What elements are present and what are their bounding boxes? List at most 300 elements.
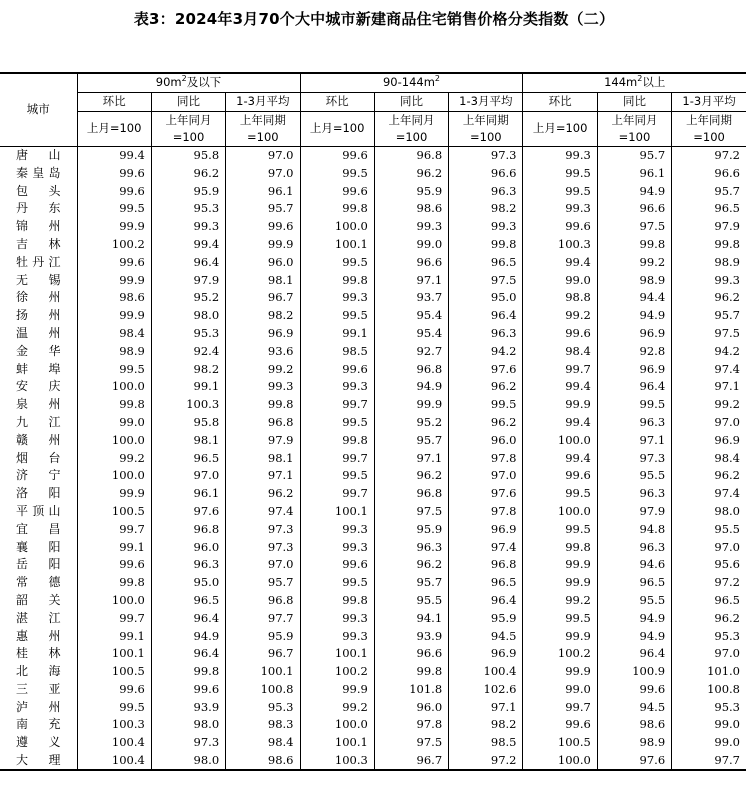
sub-header-cell: 1-3月平均 [226, 92, 300, 111]
index-value-cell: 99.8 [300, 271, 374, 289]
index-value-cell: 99.1 [300, 325, 374, 343]
index-value-cell: 97.1 [449, 698, 523, 716]
city-name-cell: 包头 [16, 183, 61, 198]
index-value-cell: 96.4 [151, 609, 225, 627]
table-row [0, 307, 746, 325]
index-value-cell: 99.3 [672, 271, 746, 289]
index-value-cell: 95.7 [672, 307, 746, 325]
table-row [0, 574, 746, 592]
index-value-cell: 99.0 [77, 414, 151, 432]
index-value-cell: 99.5 [523, 485, 597, 503]
index-value-cell: 96.8 [449, 556, 523, 574]
sub-header-cell: 同比 [151, 92, 225, 111]
city-name-cell: 金华 [16, 343, 61, 358]
index-value-cell: 99.5 [300, 414, 374, 432]
index-value-cell: 99.4 [523, 414, 597, 432]
index-value-cell: 95.4 [374, 325, 448, 343]
index-value-cell: 96.8 [374, 360, 448, 378]
index-value-cell: 99.3 [300, 627, 374, 645]
index-value-cell: 100.5 [77, 663, 151, 681]
index-value-cell: 97.3 [151, 734, 225, 752]
index-value-cell: 93.7 [374, 289, 448, 307]
base-header-cell: 上年同期=100 [226, 111, 300, 146]
index-value-cell: 94.9 [374, 378, 448, 396]
index-value-cell: 99.9 [77, 271, 151, 289]
index-value-cell: 98.1 [226, 449, 300, 467]
index-value-cell: 97.2 [672, 146, 746, 164]
index-value-cell: 97.4 [226, 503, 300, 521]
index-value-cell: 99.6 [523, 467, 597, 485]
index-value-cell: 99.6 [523, 325, 597, 343]
index-value-cell: 93.9 [151, 698, 225, 716]
index-value-cell: 97.8 [449, 449, 523, 467]
table-row [0, 503, 746, 521]
city-name-cell: 丹东 [16, 201, 61, 216]
index-value-cell: 96.2 [449, 414, 523, 432]
index-value-cell: 96.0 [374, 698, 448, 716]
index-value-cell: 100.0 [77, 378, 151, 396]
index-value-cell: 94.5 [449, 627, 523, 645]
index-value-cell: 99.7 [300, 396, 374, 414]
index-value-cell: 95.6 [672, 556, 746, 574]
index-value-cell: 92.7 [374, 342, 448, 360]
city-name-cell: 锦州 [16, 219, 61, 234]
index-value-cell: 100.1 [300, 236, 374, 254]
base-header-cell: 上年同月=100 [374, 111, 448, 146]
index-value-cell: 100.1 [77, 645, 151, 663]
index-value-cell: 99.5 [77, 200, 151, 218]
city-name-cell: 岳阳 [16, 557, 61, 572]
index-value-cell: 100.1 [226, 663, 300, 681]
index-value-cell: 100.4 [77, 734, 151, 752]
index-value-cell: 93.6 [226, 342, 300, 360]
index-value-cell: 94.2 [449, 342, 523, 360]
index-value-cell: 97.7 [226, 609, 300, 627]
sub-header-cell: 环比 [300, 92, 374, 111]
index-value-cell: 101.8 [374, 681, 448, 699]
sub-header-cell: 环比 [523, 92, 597, 111]
index-value-cell: 98.2 [449, 716, 523, 734]
city-name-cell: 湛江 [16, 610, 61, 625]
index-value-cell: 95.9 [226, 627, 300, 645]
index-value-cell: 100.0 [77, 431, 151, 449]
index-value-cell: 101.0 [672, 663, 746, 681]
index-value-cell: 95.7 [597, 146, 671, 164]
table-row [0, 716, 746, 734]
table-title: 表3：2024年3月70个大中城市新建商品住宅销售价格分类指数（二） [133, 10, 615, 28]
table-row [0, 520, 746, 538]
city-name-cell: 宜昌 [16, 521, 61, 536]
index-value-cell: 99.8 [374, 663, 448, 681]
table-row [0, 538, 746, 556]
index-value-cell: 96.0 [151, 538, 225, 556]
index-value-cell: 98.4 [672, 449, 746, 467]
city-name-cell: 洛阳 [16, 486, 61, 501]
index-value-cell: 99.1 [77, 627, 151, 645]
index-value-cell: 99.9 [226, 236, 300, 254]
index-value-cell: 97.0 [449, 467, 523, 485]
index-value-cell: 99.5 [523, 609, 597, 627]
table-row [0, 467, 746, 485]
index-value-cell: 99.8 [300, 200, 374, 218]
index-value-cell: 97.5 [374, 734, 448, 752]
index-value-cell: 99.6 [300, 146, 374, 164]
index-value-cell: 99.5 [300, 307, 374, 325]
table-row [0, 681, 746, 699]
index-value-cell: 100.0 [523, 752, 597, 771]
table-row [0, 378, 746, 396]
index-value-cell: 98.9 [77, 342, 151, 360]
index-value-cell: 95.3 [151, 325, 225, 343]
index-value-cell: 92.4 [151, 342, 225, 360]
index-value-cell: 95.9 [449, 609, 523, 627]
index-value-cell: 99.6 [300, 360, 374, 378]
city-name-cell: 烟台 [16, 450, 61, 465]
index-value-cell: 95.5 [597, 592, 671, 610]
index-value-cell: 96.5 [449, 253, 523, 271]
index-value-cell: 96.6 [374, 253, 448, 271]
index-value-cell: 95.5 [672, 520, 746, 538]
city-name-cell: 牡丹江 [16, 254, 61, 269]
index-value-cell: 96.5 [151, 449, 225, 467]
sub-header-cell: 环比 [77, 92, 151, 111]
index-value-cell: 99.4 [523, 378, 597, 396]
index-value-cell: 96.9 [672, 431, 746, 449]
index-value-cell: 97.0 [672, 645, 746, 663]
index-value-cell: 99.3 [300, 520, 374, 538]
index-value-cell: 99.9 [374, 396, 448, 414]
index-value-cell: 96.9 [597, 360, 671, 378]
index-value-cell: 99.5 [523, 182, 597, 200]
index-value-cell: 99.6 [77, 253, 151, 271]
group-header-small: $90m^2$及以下 [77, 73, 300, 92]
index-value-cell: 99.8 [226, 396, 300, 414]
index-value-cell: 99.9 [77, 218, 151, 236]
index-value-cell: 97.2 [449, 752, 523, 771]
base-header-cell: 上年同期=100 [449, 111, 523, 146]
city-name-cell: 无锡 [16, 272, 61, 287]
table-row [0, 253, 746, 271]
index-value-cell: 97.5 [449, 271, 523, 289]
index-value-cell: 97.9 [151, 271, 225, 289]
base-header-cell: 上月=100 [300, 111, 374, 146]
index-value-cell: 96.1 [151, 485, 225, 503]
table-row [0, 218, 746, 236]
index-value-cell: 99.3 [523, 146, 597, 164]
index-value-cell: 100.2 [300, 663, 374, 681]
index-value-cell: 97.4 [672, 485, 746, 503]
index-value-cell: 99.3 [300, 538, 374, 556]
index-value-cell: 98.0 [151, 307, 225, 325]
index-value-cell: 94.9 [597, 307, 671, 325]
index-value-cell: 99.4 [523, 449, 597, 467]
index-value-cell: 99.2 [77, 449, 151, 467]
index-value-cell: 99.2 [523, 307, 597, 325]
index-value-cell: 99.7 [523, 698, 597, 716]
group-header-medium: $90-144m^2$ [300, 73, 523, 92]
city-name-cell: 蚌埠 [16, 361, 61, 376]
index-value-cell: 98.3 [226, 716, 300, 734]
price-index-table [0, 72, 746, 771]
index-value-cell: 95.8 [151, 146, 225, 164]
index-value-cell: 99.8 [523, 538, 597, 556]
index-value-cell: 99.8 [77, 396, 151, 414]
base-header-cell: 上年同月=100 [597, 111, 671, 146]
index-value-cell: 96.2 [374, 467, 448, 485]
index-value-cell: 96.8 [374, 485, 448, 503]
index-value-cell: 99.6 [523, 218, 597, 236]
index-value-cell: 99.1 [77, 538, 151, 556]
index-value-cell: 94.5 [597, 698, 671, 716]
index-value-cell: 95.2 [374, 414, 448, 432]
index-value-cell: 95.7 [672, 182, 746, 200]
index-value-cell: 96.6 [672, 164, 746, 182]
index-value-cell: 96.7 [226, 645, 300, 663]
index-value-cell: 99.7 [77, 520, 151, 538]
index-value-cell: 97.2 [672, 574, 746, 592]
index-value-cell: 99.3 [226, 378, 300, 396]
index-value-cell: 97.8 [449, 503, 523, 521]
index-value-cell: 98.4 [523, 342, 597, 360]
index-value-cell: 100.2 [77, 236, 151, 254]
index-value-cell: 99.5 [77, 698, 151, 716]
table-row [0, 645, 746, 663]
table-row [0, 609, 746, 627]
index-value-cell: 99.2 [300, 698, 374, 716]
index-value-cell: 100.9 [597, 663, 671, 681]
index-value-cell: 100.3 [300, 752, 374, 771]
index-value-cell: 99.9 [523, 627, 597, 645]
table-row [0, 289, 746, 307]
index-value-cell: 96.4 [597, 378, 671, 396]
table-body [0, 146, 746, 770]
city-name-cell: 襄阳 [16, 539, 61, 554]
index-value-cell: 99.5 [523, 164, 597, 182]
city-name-cell: 扬州 [16, 308, 61, 323]
index-value-cell: 98.0 [672, 503, 746, 521]
index-value-cell: 96.2 [374, 556, 448, 574]
index-value-cell: 99.3 [151, 218, 225, 236]
index-value-cell: 100.1 [300, 645, 374, 663]
index-value-cell: 94.9 [151, 627, 225, 645]
table-row [0, 396, 746, 414]
index-value-cell: 96.8 [151, 520, 225, 538]
table-header [0, 73, 746, 146]
city-name-cell: 泸州 [16, 699, 61, 714]
index-value-cell: 96.2 [151, 164, 225, 182]
index-value-cell: 96.4 [449, 307, 523, 325]
table-row [0, 734, 746, 752]
city-name-cell: 北海 [16, 664, 61, 679]
index-value-cell: 94.1 [374, 609, 448, 627]
index-value-cell: 97.0 [226, 146, 300, 164]
city-column-header: 城市 [0, 73, 77, 146]
index-value-cell: 98.9 [597, 271, 671, 289]
index-value-cell: 97.6 [597, 752, 671, 771]
index-value-cell: 98.2 [449, 200, 523, 218]
index-value-cell: 95.9 [374, 520, 448, 538]
index-value-cell: 99.9 [77, 307, 151, 325]
index-value-cell: 99.7 [300, 485, 374, 503]
index-value-cell: 99.7 [77, 609, 151, 627]
index-value-cell: 100.5 [523, 734, 597, 752]
index-value-cell: 98.9 [672, 253, 746, 271]
index-value-cell: 98.2 [226, 307, 300, 325]
index-value-cell: 97.5 [597, 218, 671, 236]
index-value-cell: 100.3 [77, 716, 151, 734]
index-value-cell: 94.6 [597, 556, 671, 574]
base-header-row [0, 111, 746, 146]
city-name-cell: 韶关 [16, 592, 61, 607]
index-value-cell: 99.5 [523, 520, 597, 538]
index-value-cell: 96.2 [672, 467, 746, 485]
index-value-cell: 100.4 [449, 663, 523, 681]
index-value-cell: 99.8 [300, 431, 374, 449]
index-value-cell: 97.3 [226, 520, 300, 538]
table-row [0, 663, 746, 681]
sub-header-cell: 1-3月平均 [449, 92, 523, 111]
index-value-cell: 97.1 [374, 271, 448, 289]
index-value-cell: 96.5 [449, 574, 523, 592]
index-value-cell: 96.2 [672, 289, 746, 307]
index-value-cell: 97.1 [672, 378, 746, 396]
index-value-cell: 99.1 [151, 378, 225, 396]
index-value-cell: 96.6 [597, 200, 671, 218]
index-value-cell: 97.1 [226, 467, 300, 485]
table-row [0, 431, 746, 449]
index-value-cell: 99.8 [151, 663, 225, 681]
table-row [0, 752, 746, 771]
index-value-cell: 96.8 [374, 146, 448, 164]
index-value-cell: 96.4 [449, 592, 523, 610]
index-value-cell: 96.7 [226, 289, 300, 307]
index-value-cell: 96.1 [226, 182, 300, 200]
index-value-cell: 99.5 [300, 164, 374, 182]
index-value-cell: 94.9 [597, 182, 671, 200]
sub-header-row [0, 92, 746, 111]
index-value-cell: 99.6 [226, 218, 300, 236]
index-value-cell: 97.3 [226, 538, 300, 556]
index-value-cell: 96.4 [597, 645, 671, 663]
index-value-cell: 95.9 [151, 182, 225, 200]
city-name-cell: 三亚 [16, 681, 61, 696]
sub-header-cell: 1-3月平均 [672, 92, 746, 111]
city-name-cell: 大理 [0, 752, 77, 771]
index-value-cell: 97.6 [449, 485, 523, 503]
index-value-cell: 100.3 [151, 396, 225, 414]
index-value-cell: 99.6 [77, 164, 151, 182]
index-value-cell: 98.6 [77, 289, 151, 307]
city-name-cell: 唐山 [16, 147, 61, 162]
index-value-cell: 96.9 [226, 325, 300, 343]
index-value-cell: 97.5 [374, 503, 448, 521]
index-value-cell: 99.0 [523, 271, 597, 289]
index-value-cell: 99.4 [77, 146, 151, 164]
city-name-cell: 济宁 [16, 468, 61, 483]
index-value-cell: 96.7 [374, 752, 448, 771]
table-row [0, 627, 746, 645]
index-value-cell: 95.4 [374, 307, 448, 325]
index-value-cell: 98.0 [151, 716, 225, 734]
index-value-cell: 97.4 [449, 538, 523, 556]
index-value-cell: 100.0 [300, 218, 374, 236]
index-value-cell: 100.4 [77, 752, 151, 771]
index-value-cell: 96.2 [449, 378, 523, 396]
index-value-cell: 99.9 [523, 396, 597, 414]
index-value-cell: 100.2 [523, 645, 597, 663]
index-value-cell: 97.9 [597, 503, 671, 521]
index-value-cell: 98.6 [226, 752, 300, 771]
base-header-cell: 上年同月=100 [151, 111, 225, 146]
index-value-cell: 97.9 [672, 218, 746, 236]
table-row [0, 146, 746, 164]
index-value-cell: 99.0 [672, 716, 746, 734]
index-value-cell: 97.0 [226, 556, 300, 574]
city-name-cell: 徐州 [16, 290, 61, 305]
index-value-cell: 95.7 [374, 431, 448, 449]
table-row [0, 556, 746, 574]
base-header-cell: 上月=100 [77, 111, 151, 146]
index-value-cell: 98.2 [151, 360, 225, 378]
index-value-cell: 99.9 [300, 681, 374, 699]
index-value-cell: 100.3 [523, 236, 597, 254]
index-value-cell: 96.8 [226, 414, 300, 432]
index-value-cell: 97.4 [672, 360, 746, 378]
index-value-cell: 95.8 [151, 414, 225, 432]
sub-header-cell: 同比 [374, 92, 448, 111]
city-name-cell: 九江 [16, 414, 61, 429]
index-value-cell: 95.7 [226, 574, 300, 592]
table-row [0, 200, 746, 218]
index-value-cell: 97.9 [226, 431, 300, 449]
table-row [0, 325, 746, 343]
index-value-cell: 99.3 [300, 609, 374, 627]
index-value-cell: 97.1 [597, 431, 671, 449]
index-value-cell: 98.1 [226, 271, 300, 289]
city-name-cell: 吉林 [16, 236, 61, 251]
index-value-cell: 96.3 [449, 325, 523, 343]
index-value-cell: 98.1 [151, 431, 225, 449]
index-value-cell: 95.0 [151, 574, 225, 592]
index-value-cell: 99.6 [523, 716, 597, 734]
index-value-cell: 99.6 [597, 681, 671, 699]
index-value-cell: 94.9 [597, 627, 671, 645]
index-value-cell: 96.2 [226, 485, 300, 503]
index-value-cell: 100.5 [77, 503, 151, 521]
table-row [0, 182, 746, 200]
index-value-cell: 98.9 [597, 734, 671, 752]
index-value-cell: 98.5 [300, 342, 374, 360]
index-value-cell: 102.6 [449, 681, 523, 699]
index-value-cell: 96.3 [151, 556, 225, 574]
city-name-cell: 常德 [16, 575, 61, 590]
index-value-cell: 95.0 [449, 289, 523, 307]
index-value-cell: 96.2 [672, 609, 746, 627]
index-value-cell: 96.9 [449, 645, 523, 663]
index-value-cell: 95.3 [672, 698, 746, 716]
index-value-cell: 99.7 [300, 449, 374, 467]
index-value-cell: 99.9 [523, 663, 597, 681]
index-value-cell: 100.0 [77, 592, 151, 610]
index-value-cell: 99.8 [77, 574, 151, 592]
index-value-cell: 96.5 [151, 592, 225, 610]
index-value-cell: 99.8 [449, 236, 523, 254]
index-value-cell: 98.5 [449, 734, 523, 752]
index-value-cell: 99.3 [300, 289, 374, 307]
index-value-cell: 98.8 [523, 289, 597, 307]
index-value-cell: 95.3 [151, 200, 225, 218]
index-value-cell: 99.3 [300, 378, 374, 396]
